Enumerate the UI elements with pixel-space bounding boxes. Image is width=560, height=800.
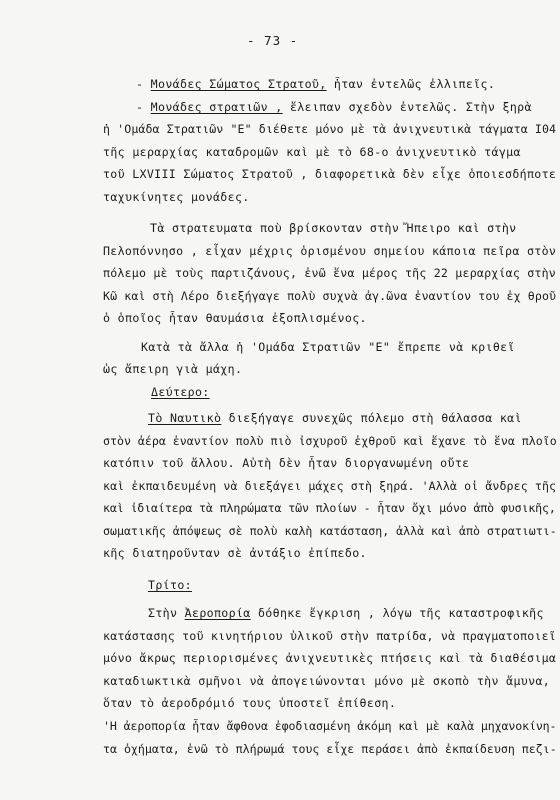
text-line bbox=[103, 545, 367, 561]
underlined-text: Μονάδες στρατιῶν , bbox=[150, 100, 283, 114]
text-span: καὶ ἰδιαίτερα τὰ πληρώματα τῶν πλοίων - ἦταν ὄχι μόνο ἀπὸ φυσικῆς, bbox=[103, 501, 556, 515]
text-line bbox=[148, 605, 544, 621]
text-line bbox=[103, 741, 557, 757]
text-line bbox=[103, 310, 367, 326]
text-span: Πελοπόννησο , εἶχαν μέχρις ὁρισμένου σημείου κάποια πεῖρα στὸν bbox=[103, 244, 557, 258]
text-line bbox=[103, 455, 470, 471]
text-line bbox=[148, 577, 192, 593]
text-line bbox=[103, 718, 556, 734]
text-span: ἔλειπαν σχεδὸν ἐντελῶς. Στὴν ξηρὰ bbox=[282, 100, 532, 114]
text-span: Κῶ καὶ στὴ Λέρο διεξήγαγε πολὺ συχνὰ ἀγ.ῶνα ἐναντίον του ἐχ θροῦ bbox=[103, 289, 557, 303]
text-span: στὸν ἀέρα ἐναντίον πολὺ πιὸ ἰσχυροῦ ἐχθροῦ καὶ ἔχανε τὸ ἕνα πλοῖο bbox=[103, 434, 557, 448]
text-span: καταδιωκτικὰ σμῆνοι νὰ ἀπογειώνονται μόνο μὲ σκοπὸ τὴν ἄμυνα, bbox=[103, 674, 551, 688]
text-line bbox=[103, 166, 556, 182]
text-span: ταχυκίνητες μονάδες. bbox=[103, 190, 250, 204]
text-span: κατόπιν τοῦ ἄλλου. Αὐτὴ δὲν ἦταν διοργανωμένη οὔτε bbox=[103, 456, 470, 470]
text-line bbox=[103, 144, 521, 160]
text-line bbox=[103, 265, 556, 281]
text-span: καὶ ἐκπαιδευμένη νὰ διεξάγει μάχες στὴ ξηρά. 'Αλλὰ οἱ ἄνδρες τῆς bbox=[103, 479, 557, 493]
underlined-text: Τὸ Ναυτικὸ bbox=[148, 411, 222, 425]
text-span: Στὴν bbox=[148, 606, 185, 620]
underlined-text: Δεύτερο: bbox=[151, 385, 210, 399]
text-span: πόλεμο μὲ τοὺς παρτιζάνους, ἐνῶ ἕνα μέρος τῆς 22 μεραρχίας στὴν bbox=[103, 266, 556, 280]
text-line bbox=[103, 673, 550, 689]
text-span: ὡς ἄπειρη γιὰ μάχη. bbox=[103, 362, 243, 376]
text-span: τα ὀχήματα, ἐνῶ τὸ πλήρωμά τους εἶχε περάσει ἀπὸ ἐκπαίδευση πεζι- bbox=[103, 742, 557, 756]
underlined-text: Τρίτο: bbox=[148, 578, 192, 592]
underlined-text: Μονάδες Σώματος Στρατοῦ, bbox=[150, 77, 327, 91]
text-span: 'Η ἀεροπορία ἦταν ἄφθονα ἐφοδιασμένη ἀκόμη καὶ μὲ καλὰ μηχανοκίνη- bbox=[103, 719, 557, 733]
text-span: τοῦ LXVIII Σώματος Στρατοῦ , διαφορετικὰ δὲν εἶχε ὁποιεσδήποτε bbox=[103, 167, 557, 181]
text-span: διεξήγαγε συνεχῶς πόλεμο στὴ θάλασσα καὶ bbox=[221, 411, 522, 425]
text-line bbox=[103, 288, 556, 304]
text-line bbox=[136, 99, 532, 115]
text-span: Τὰ στρατευματα ποὺ βρίσκονταν στὴν Ἤπειρο καὶ στὴν bbox=[150, 221, 517, 235]
text-line bbox=[141, 339, 515, 355]
text-line bbox=[103, 500, 556, 516]
text-line bbox=[136, 76, 495, 92]
text-span: τῆς μεραρχίας καταδρομῶν καὶ μὲ τὸ 68-ο ἀνιχνευτικὸ τάγμα bbox=[103, 145, 521, 159]
text-line bbox=[103, 361, 242, 377]
text-span: ἦταν ἐντελῶς ἐλλιπεῖς. bbox=[326, 77, 496, 91]
text-span: δόθηκε ἔγκριση , λόγω τῆς καταστροφικῆς bbox=[250, 606, 544, 620]
text-line bbox=[103, 650, 556, 666]
text-span: Κατὰ τὰ ἄλλα ἡ 'Ομάδα Στρατιῶν "Ε" ἔπρεπε νὰ κριθεῖ bbox=[141, 340, 515, 354]
text-line bbox=[103, 628, 556, 644]
text-line bbox=[103, 695, 396, 711]
text-span: ὁ ὁποῖος ἦταν θαυμάσια ἐξοπλισμένος. bbox=[103, 311, 367, 325]
underlined-text: Ἀεροπορία bbox=[184, 606, 251, 620]
text-span: ὅταν τὸ ἀεροδρόμιό τους ὑποστεῖ ἐπίθεση. bbox=[103, 696, 397, 710]
text-line bbox=[150, 220, 517, 236]
text-line bbox=[103, 433, 557, 449]
text-span: - bbox=[136, 77, 151, 91]
text-line bbox=[103, 189, 250, 205]
text-line bbox=[148, 410, 522, 426]
text-line bbox=[103, 523, 557, 539]
text-span: ἡ 'Ομάδα Στρατιῶν "Ε" διέθετε μόνο μὲ τὰ ἀνιχνευτικὰ τάγματα I04 bbox=[103, 122, 557, 136]
text-span: κατάστασης τοῦ κινητήριου ὑλικοῦ στὴν πατρίδα, νὰ πραγματοποιεῖ bbox=[103, 629, 556, 643]
text-span: μόνο ἄκρως περιορισμένες ἀνιχνευτικὲς πτήσεις καὶ τὰ διαθέσιμα bbox=[103, 651, 557, 665]
text-line bbox=[103, 243, 556, 259]
page-number: - 73 - bbox=[247, 33, 299, 48]
text-span: σωματικῆς ἀπόψεως σὲ πολὺ καλὴ κατάσταση, ἀλλὰ καὶ ἀπὸ στρατιωτι- bbox=[103, 524, 557, 538]
text-span: - bbox=[136, 100, 151, 114]
text-span: κῆς διατηροῦνταν σὲ ἀντάξιο ἐπίπεδο. bbox=[103, 546, 367, 560]
text-line bbox=[103, 121, 556, 137]
text-line bbox=[103, 478, 556, 494]
text-line bbox=[151, 384, 210, 400]
